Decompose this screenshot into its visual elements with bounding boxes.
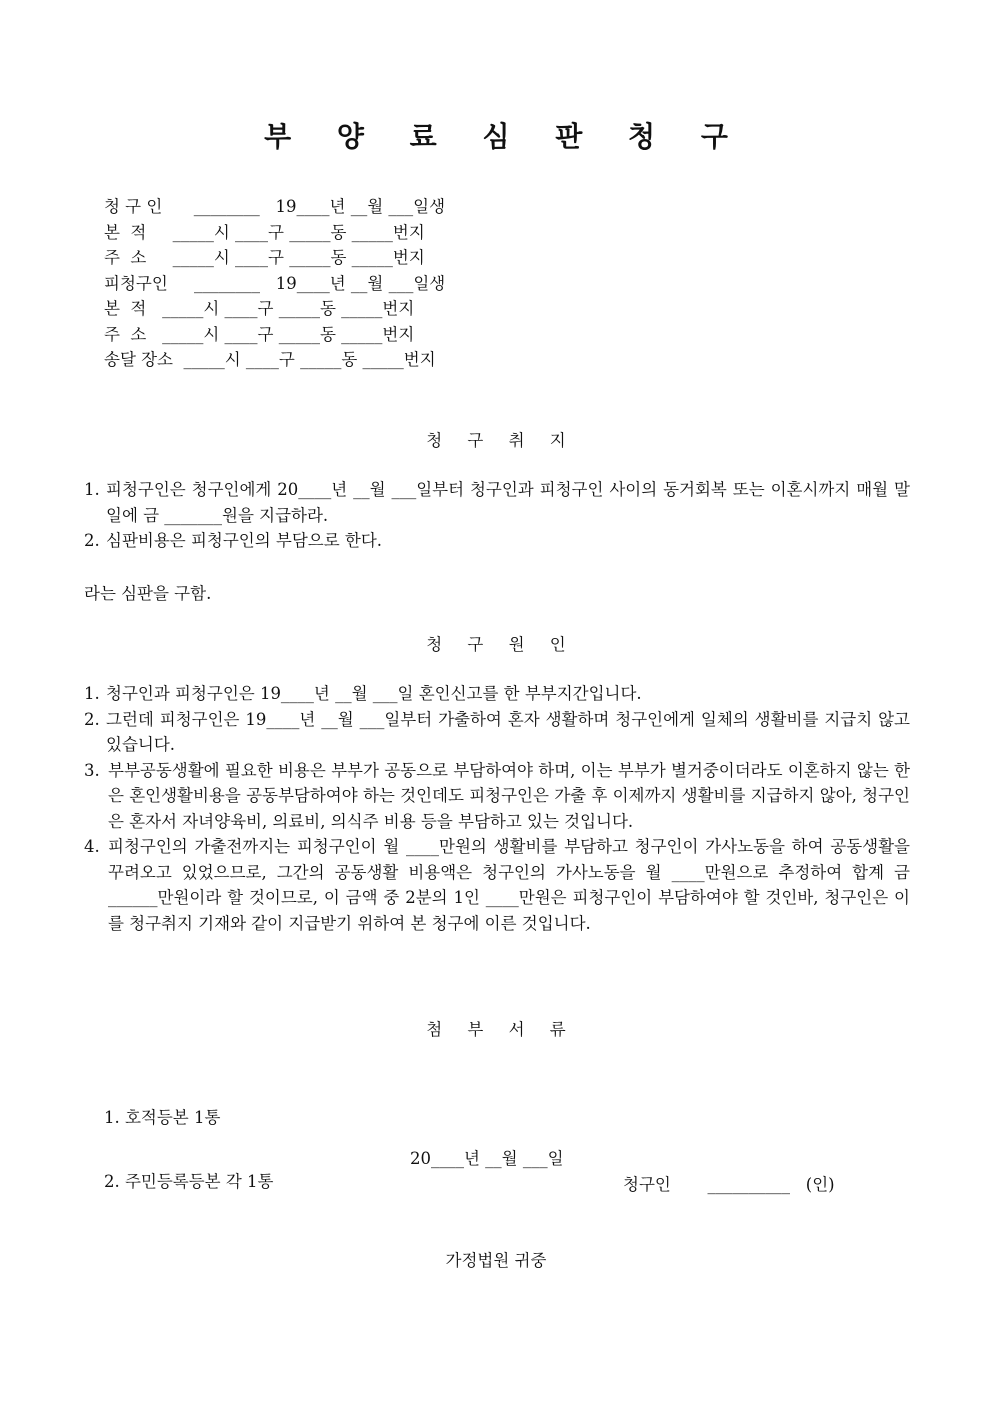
cause-heading: 청 구 원 인 (426, 635, 576, 654)
cause-item (84, 707, 910, 758)
claimant-address-row: 주 소 _____시 ____구 _____동 _____번지 (104, 248, 425, 267)
item-number: 2. (84, 709, 100, 729)
respondent-row: 피청구인 ________ 19____년 __월 ___일생 (104, 273, 446, 293)
respondent-domicile-row: 본 적 _____시 ____구 _____동 _____번지 (104, 299, 415, 318)
addressee: 가정법원 귀중 (445, 1251, 547, 1270)
item-text: 그런데 피청구인은 19____년 __월 ___일부터 가출하여 혼자 생활하며 청구인에게 일체의 생활비를 지급치 않고 있습니다. (106, 709, 910, 754)
cause-item (84, 758, 910, 835)
purpose-items (84, 477, 910, 554)
item-number: 1. (84, 480, 100, 499)
party-info-block (104, 194, 445, 373)
document-title: 부 양 료 심 판 청 구 (264, 120, 746, 153)
service-address-row: 송달 장소 _____시 ____구 _____동 _____번지 (104, 350, 436, 369)
date-line: 20____년 __월 ___일 (410, 1149, 564, 1168)
attachment-item: 1. 호적등본 1통 (104, 1108, 221, 1127)
attachments-list (104, 1067, 274, 1213)
cause-items (84, 681, 910, 936)
claimant-row: 청 구 인 ________ 19____년 __월 ___일생 (104, 197, 446, 216)
cause-item (84, 834, 910, 936)
respondent-address-row: 주 소 _____시 ____구 _____동 _____번지 (104, 324, 415, 344)
attachments-heading: 첨 부 서 류 (426, 1020, 576, 1039)
item-number: 4. (84, 837, 100, 856)
claimant-domicile-row: 본 적 _____시 ____구 _____동 _____번지 (104, 222, 425, 242)
cause-item (84, 681, 910, 707)
item-text: 청구인과 피청구인은 19____년 __월 ___일 혼인신고를 한 부부지간입니다. (106, 684, 642, 703)
purpose-closing: 라는 심판을 구함. (84, 584, 212, 603)
attachment-item: 2. 주민등록등본 각 1통 (104, 1171, 274, 1191)
item-number: 3. (84, 760, 100, 780)
signature-line: 청구인 __________ (인) (623, 1175, 835, 1194)
purpose-heading: 청 구 취 지 (426, 431, 576, 450)
item-number: 1. (84, 684, 100, 703)
item-text: 부부공동생활에 필요한 비용은 부부가 공동으로 부담하여야 하며, 이는 부부가 별거중이더라도 이혼하지 않는 한은 혼인생활비용을 공동부담하여야 하는 것인데도 피청구인은 가출 후 이제까지 생활비를 지급하지 않아, 청구인은 혼자서 자녀양육비, 의료비, 의식주 비용 등을 부담하고 있는 것입니다. (108, 760, 910, 831)
purpose-item (84, 528, 910, 554)
purpose-item (84, 477, 910, 528)
item-text: 심판비용은 피청구인의 부담으로 한다. (106, 531, 383, 550)
item-number: 2. (84, 531, 100, 550)
item-text: 피청구인의 가출전까지는 피청구인이 월 ____만원의 생활비를 부담하고 청구인이 가사노동을 하여 공동생활을 꾸려오고 있었으므로, 그간의 공동생활 비용액은 청구인의 가사노동을 월 ____만원으로 추정하여 합계 금 ______만원이라 할 것이므로, 이 금액 중 2분의 1인 ____만원은 피청구인이 부담하여야 할 것인바, 청구인은 이를 청구취지 기재와 같이 지급받기 위하여 본 청구에 이른 것입니다. (108, 837, 910, 933)
item-text: 피청구인은 청구인에게 20____년 __월 ___일부터 청구인과 피청구인 사이의 동거회복 또는 이혼시까지 매월 말일에 금 _______원을 지급하라. (106, 480, 910, 525)
